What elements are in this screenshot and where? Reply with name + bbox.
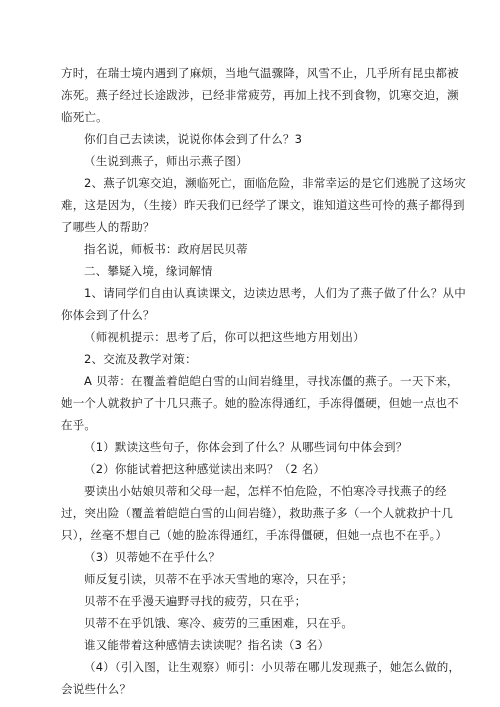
text-line: 冻死。燕子经过长途跋涉，已经非常疲劳，再加上找不到食物，饥寒交迫，濒: [61, 88, 459, 102]
text-line: 贝蒂不在乎漫天遍野寻找的疲劳，只在乎；: [84, 594, 307, 608]
text-line: 方时，在瑞士境内遇到了麻烦，当地气温骤降，风雪不止，几乎所有昆虫都被: [61, 66, 459, 80]
text-line: 了哪些人的帮助？: [61, 220, 155, 234]
text-line: A 贝蒂：在覆盖着皑皑白雪的山间岩缝里，寻找冻僵的燕子。一天下来，: [84, 374, 459, 388]
text-line: （4）（引入图，让生观察）师引：小贝蒂在哪儿发现燕子，她怎么做的，: [84, 660, 461, 674]
text-line: 临死亡。: [61, 110, 108, 124]
text-line: 2、燕子饥寒交迫，濒临死亡，面临危险，非常幸运的是它们逃脱了这场灾: [84, 176, 466, 190]
text-line: 要读出小姑娘贝蒂和父母一起，怎样不怕危险，不怕寒冷寻找燕子的经: [84, 484, 447, 498]
text-line: 你们自己去读读，说说你体会到了什么？3: [84, 132, 303, 146]
text-line: 她一个人就救护了十几只燕子。她的脸冻得通红，手冻得僵硬，但她一点也不: [61, 396, 459, 410]
text-line: 难，这是因为，（生接）昨天我们已经学了课文，谁知道这些可怜的燕子都得到: [61, 198, 465, 212]
text-line: 你体会到了什么？: [61, 308, 155, 322]
text-line: （1）默读这些句子，你体会到了什么？从哪些词句中体会到？: [84, 440, 408, 454]
text-line: 贝蒂不在乎饥饿、寒冷、疲劳的三重困难，只在乎。: [84, 616, 354, 630]
text-line: （师视机提示：思考了后，你可以把这些地方用划出）: [84, 330, 365, 344]
text-line: 在乎。: [61, 418, 97, 432]
text-line: 1、请同学们自由认真读课文，边读边思考，人们为了燕子做了什么？从中: [84, 286, 466, 300]
text-line: 指名说，师板书：政府居民贝蒂: [84, 242, 248, 256]
text-line: 只），丝毫不想自己（她的脸冻得通红，手冻得僵硬，但她一点也不在乎。）: [61, 528, 448, 542]
section-heading: 二、攀疑入境，缘词解情: [84, 264, 213, 278]
text-line: 2、交流及教学对策：: [84, 352, 197, 366]
text-line: 师反复引读，贝蒂不在乎冰天雪地的寒冷，只在乎；: [84, 572, 354, 586]
text-line: （2）你能试着把这种感觉读出来吗？（2 名）: [84, 462, 326, 476]
text-line: 谁又能带着这种感情去读读呢？指名读（3 名）: [84, 638, 330, 652]
text-line: （生说到燕子，师出示燕子图）: [84, 154, 248, 168]
text-line: 会说些什么？: [61, 682, 132, 696]
text-line: 过，突出险（覆盖着皑皑白雪的山间岩缝），救助燕子多（一个人就救护十几: [61, 506, 454, 520]
text-line: （3）贝蒂她不在乎什么？: [84, 550, 221, 564]
